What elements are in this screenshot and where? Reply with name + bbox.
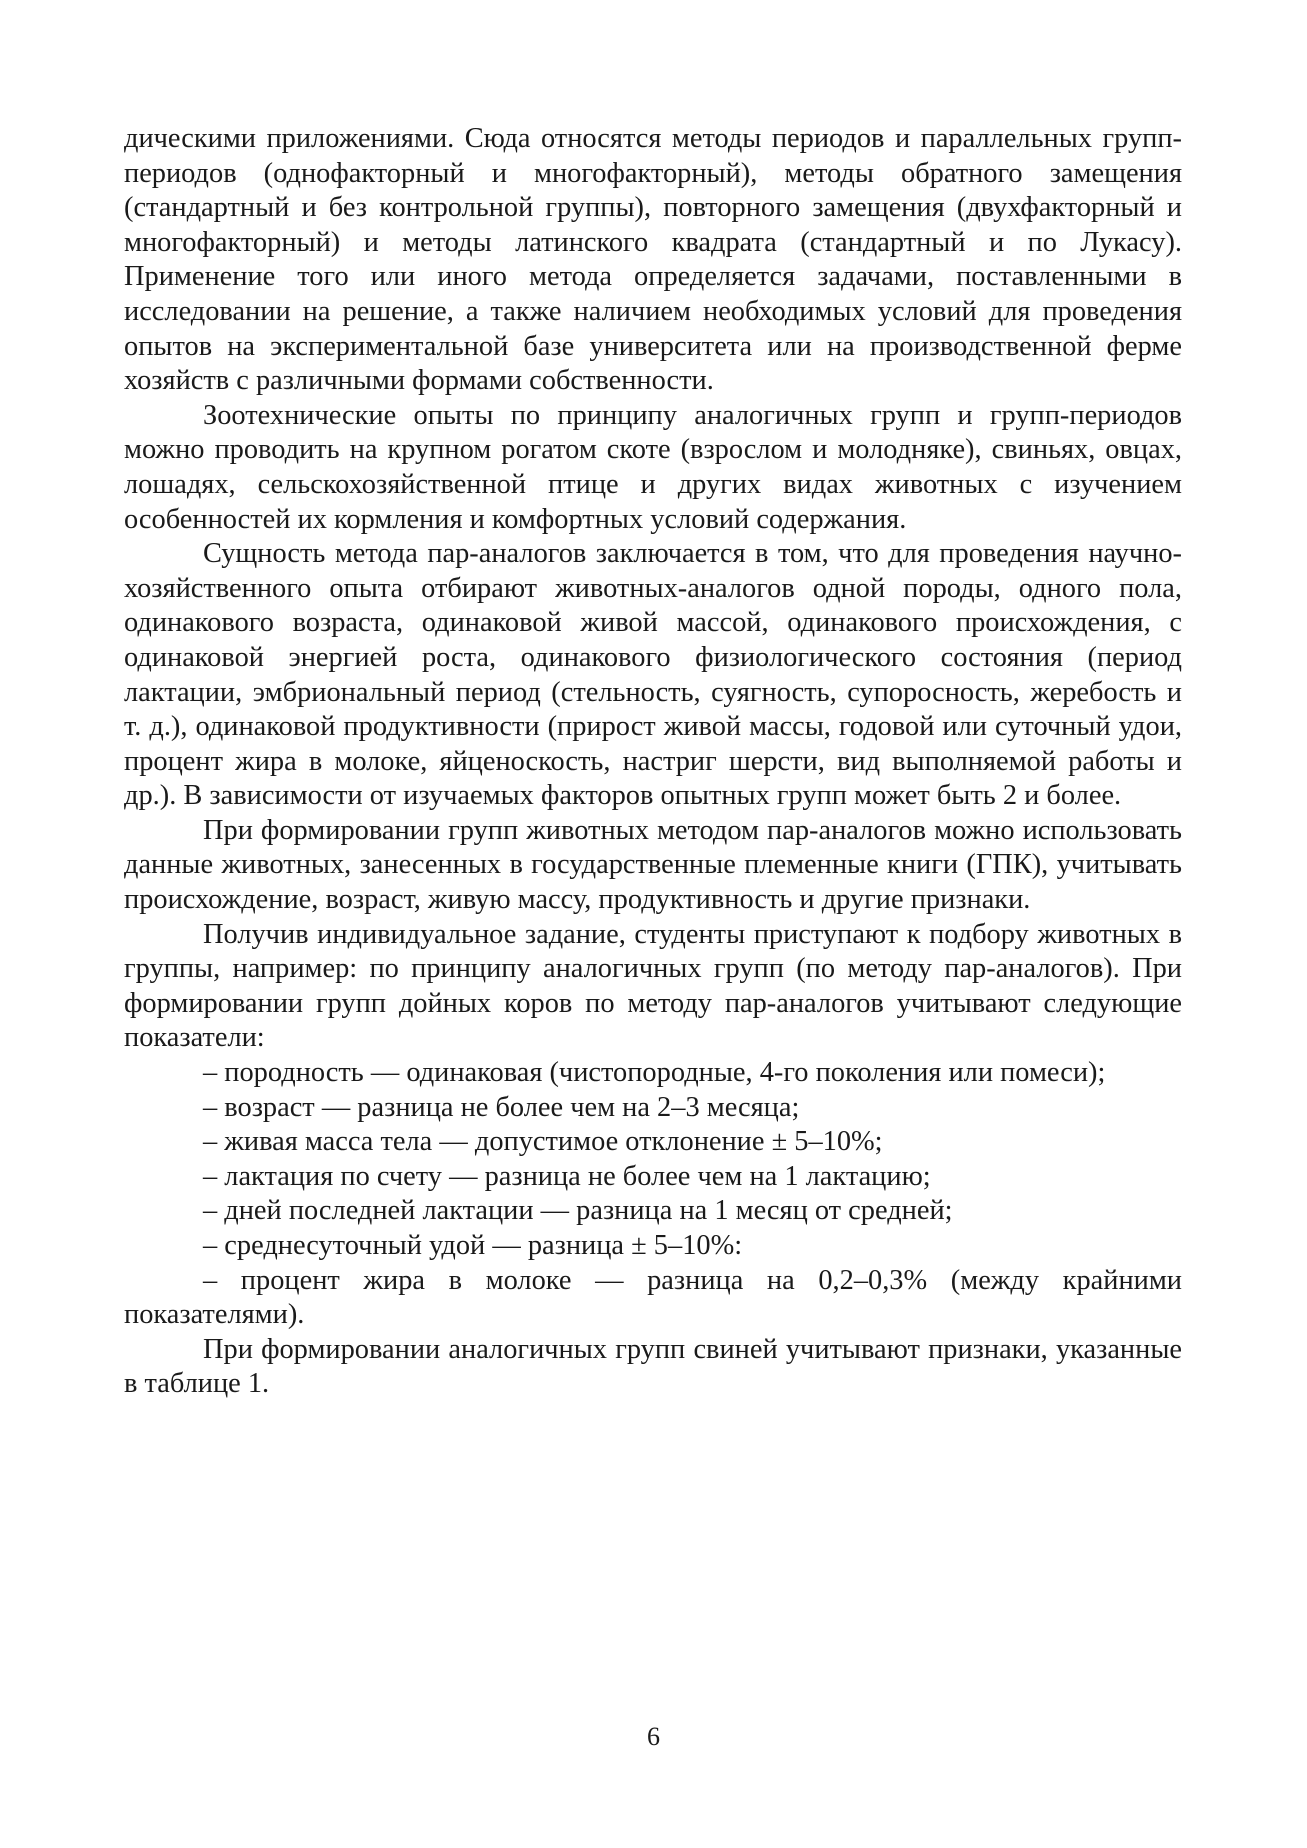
list-item-milk-fat: – процент жира в молоке — разница на 0,2–0,3% (между крайними показателями). — [124, 1264, 1182, 1331]
page-number: 6 — [647, 1722, 660, 1751]
list-item-lactation-count: – лактация по счету — разница не более чем на 1 лактацию; — [203, 1160, 931, 1192]
list-item-daily-milk-yield: – среднесуточный удой — разница ± 5–10%: — [203, 1230, 743, 1261]
paragraph-methods-continuation: дическими приложениями. Сюда относятся методы периодов и параллельных групп-периодов (однофакторный и многофакторный), методы обратного замещения (стандартный и без контрольной группы), повторного замещения (двухфакторный и многофакторный) и методы латинского квадрата (стандартный и по Лукасу). Применение того или иного метода определяется задачами, поставленными в исследовании на решение, а также наличием необходимых условий для проведения опытов на экспериментальной базе университета или на производственной ферме хозяйств с различными формами собственности. — [124, 123, 1182, 397]
list-item-live-weight: – живая масса тела — допустимое отклонение ± 5–10%; — [203, 1126, 883, 1158]
list-item-lactation-days: – дней последней лактации — разница на 1 месяц от средней; — [203, 1195, 953, 1227]
paragraph-individual-task: Получив индивидуальное задание, студенты приступают к подбору животных в группы, например: по принципу аналогичных групп (по методу пар-аналогов). При формировании групп дойных коров по методу пар-аналогов учитывают следующие показатели: — [124, 918, 1182, 1054]
paragraph-zootechnical-experiments: Зоотехнические опыты по принципу аналогичных групп и групп-периодов можно проводить на крупном рогатом скоте (взрослом и молодняке), свиньях, овцах, лошадях, сельскохозяйственной птице и других видах животных с изучением особенностей их кормления и комфортных условий содержания. — [124, 399, 1182, 535]
list-item-breed: – породность — одинаковая (чистопородные, 4-го поколения или помеси); — [203, 1057, 1106, 1089]
document-page — [124, 122, 1182, 1402]
paragraph-group-formation: При формировании групп животных методом пар-аналогов можно использовать данные животных, занесенных в государственные племенные книги (ГПК), учитывать происхождение, возраст, живую массу, продуктивность и другие признаки. — [124, 814, 1182, 916]
paragraph-pair-analog-method: Сущность метода пар-аналогов заключается в том, что для проведения научно-хозяйственного опыта отбирают животных-аналогов одной породы, одного пола, одинакового возраста, одинаковой живой массой, одинакового происхождения, с одинаковой энергией роста, одинакового физиологического состояния (период лактации, эмбриональный период (стельность, суягность, супоросность, жеребость и т. д.), одинаковой продуктивности (прирост живой массы, годовой или суточный удои, процент жира в молоке, яйценоскость, настриг шерсти, вид выполняемой работы и др.). В зависимости от изучаемых факторов опытных групп может быть 2 и более. — [124, 538, 1182, 812]
list-item-age: – возраст — разница не более чем на 2–3 месяца; — [203, 1091, 800, 1123]
paragraph-pig-groups: При формировании аналогичных групп свиней учитывают признаки, указанные в таблице 1. — [124, 1333, 1182, 1400]
